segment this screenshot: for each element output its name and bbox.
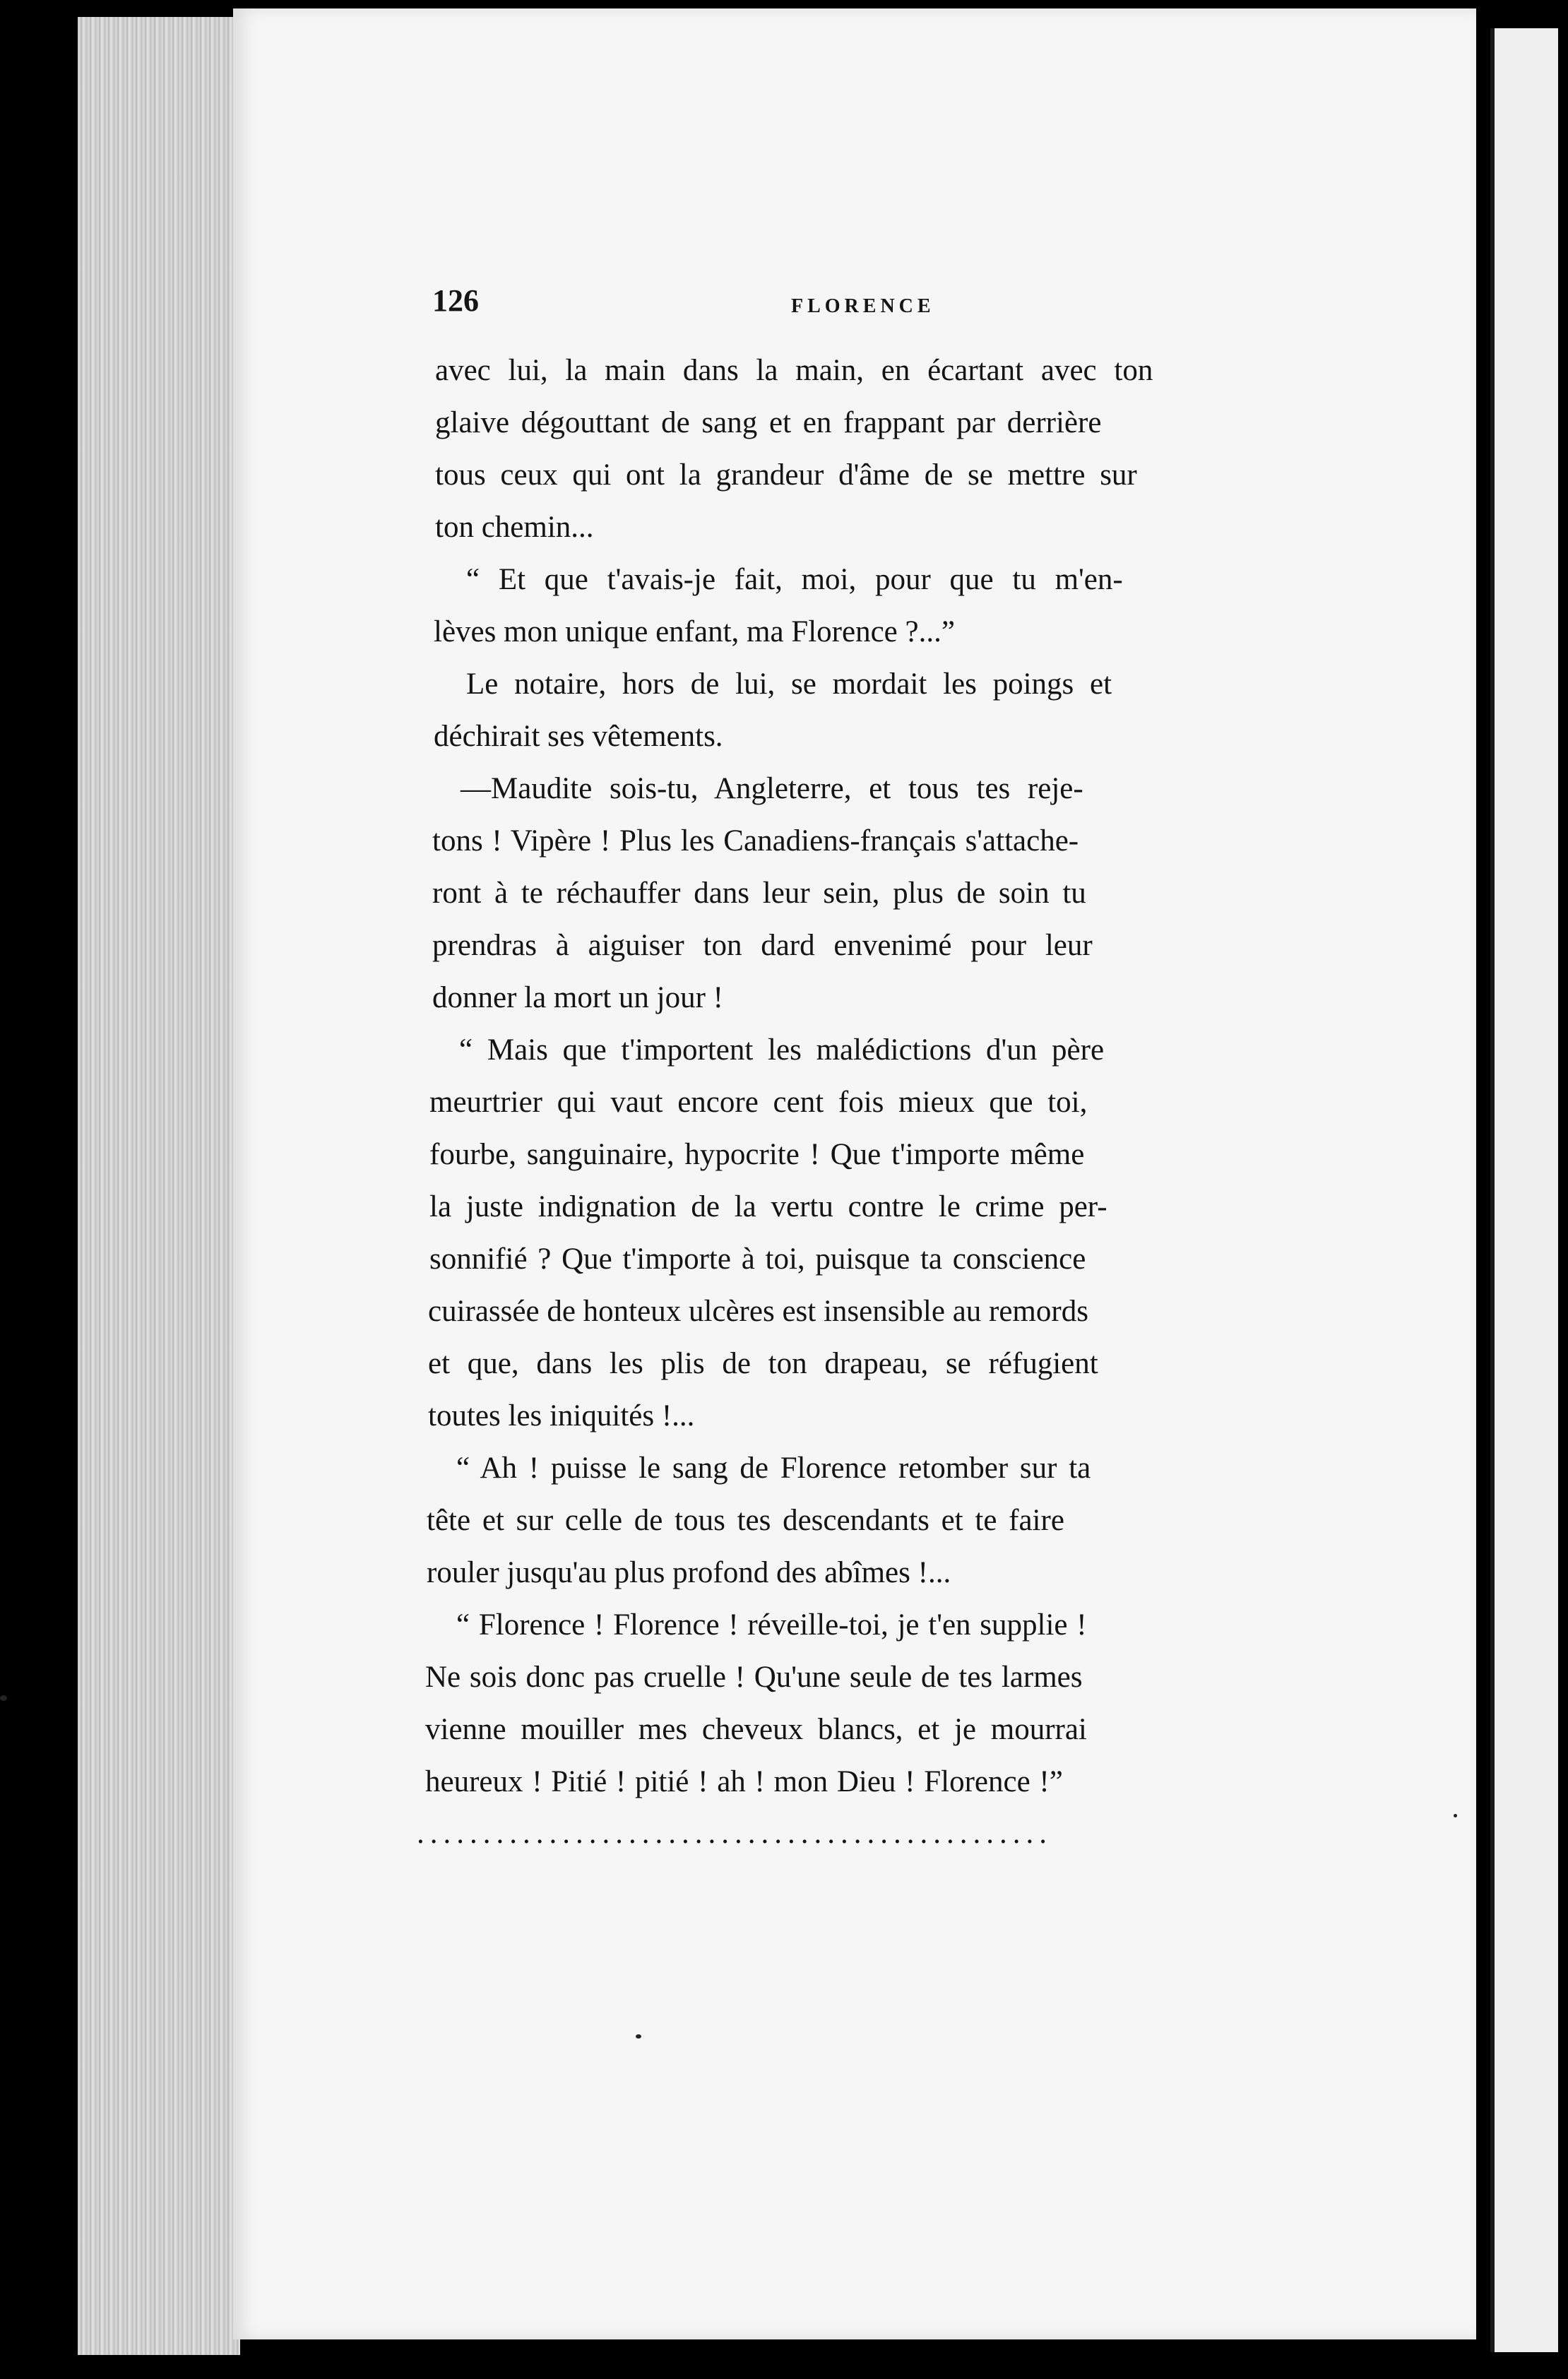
text-line: “ Ah ! puisse le sang de Florence retomber sur ta [456,1452,1091,1485]
paragraph-7 [417,1599,1278,1808]
running-title: FLORENCE [791,295,935,317]
text-line: toutes les iniquités !... [428,1399,695,1432]
text-line: cuirassée de honteux ulcères est insensible au remords [428,1295,1088,1328]
text-line: “ Mais que t'importent les malédictions d'un père [459,1033,1105,1067]
text-line: heureux ! Pitié ! pitié ! ah ! mon Dieu ! Florence !” [425,1765,1063,1798]
text-line: tous ceux qui ont la grandeur d'âme de se mettre sur [435,458,1137,492]
text-line: fourbe, sanguinaire, hypocrite ! Que t'importe même [429,1138,1085,1171]
page-edges [78,17,240,2355]
text-line: tons ! Vipère ! Plus les Canadiens-français s'attache- [432,824,1079,858]
page-text [417,283,1278,1855]
text-line: Ne sois donc pas cruelle ! Qu'une seule de tes larmes [425,1661,1083,1694]
paragraph-3 [417,658,1278,763]
text-line: ront à te réchauffer dans leur sein, plus de soin tu [432,877,1086,910]
text-line: —Maudite sois-tu, Angleterre, et tous tes reje- [461,772,1083,805]
text-line: vienne mouiller mes cheveux blancs, et je mourrai [425,1713,1087,1746]
scan-speck [0,1695,7,1701]
ellipsis-rule: ................................................ [417,1817,1052,1850]
text-line: donner la mort un jour ! [432,981,723,1014]
text-line: prendras à aiguiser ton dard envenimé pour leur [432,929,1093,962]
text-line: avec lui, la main dans la main, en écartant avec ton [435,354,1153,387]
paragraph-4 [417,763,1278,1024]
scan-speck [1454,1814,1457,1817]
text-line: meurtrier qui vaut encore cent fois mieux que toi, [429,1086,1088,1119]
paragraph-6 [417,1442,1278,1599]
text-line: sonnifié ? Que t'importe à toi, puisque ta conscience [429,1242,1086,1276]
paragraph-1 [417,345,1278,554]
text-line: lèves mon unique enfant, ma Florence ?...” [434,615,955,648]
text-line: déchirait ses vêtements. [434,720,723,753]
paragraph-5 [417,1024,1278,1442]
text-line: et que, dans les plis de ton drapeau, se réfugient [428,1347,1098,1380]
page-number: 126 [432,283,479,318]
text-line: la juste indignation de la vertu contre le crime per- [429,1190,1107,1223]
text-line: glaive dégouttant de sang et en frappant par derrière [435,406,1102,439]
text-line: tête et sur celle de tous tes descendants et te faire [427,1504,1064,1537]
text-line: “ Et que t'avais-je fait, moi, pour que tu m'en- [466,563,1123,596]
scan-speck [636,2034,641,2039]
text-line: rouler jusqu'au plus profond des abîmes !... [427,1556,951,1589]
text-line: ton chemin... [435,511,594,544]
text-line: Le notaire, hors de lui, se mordait les poings et [466,668,1112,701]
text-line: “ Florence ! Florence ! réveille-toi, je t'en supplie ! [456,1608,1087,1642]
facing-page-edge [1490,28,1558,2352]
page-header [417,283,1278,329]
paragraph-2 [417,554,1278,658]
